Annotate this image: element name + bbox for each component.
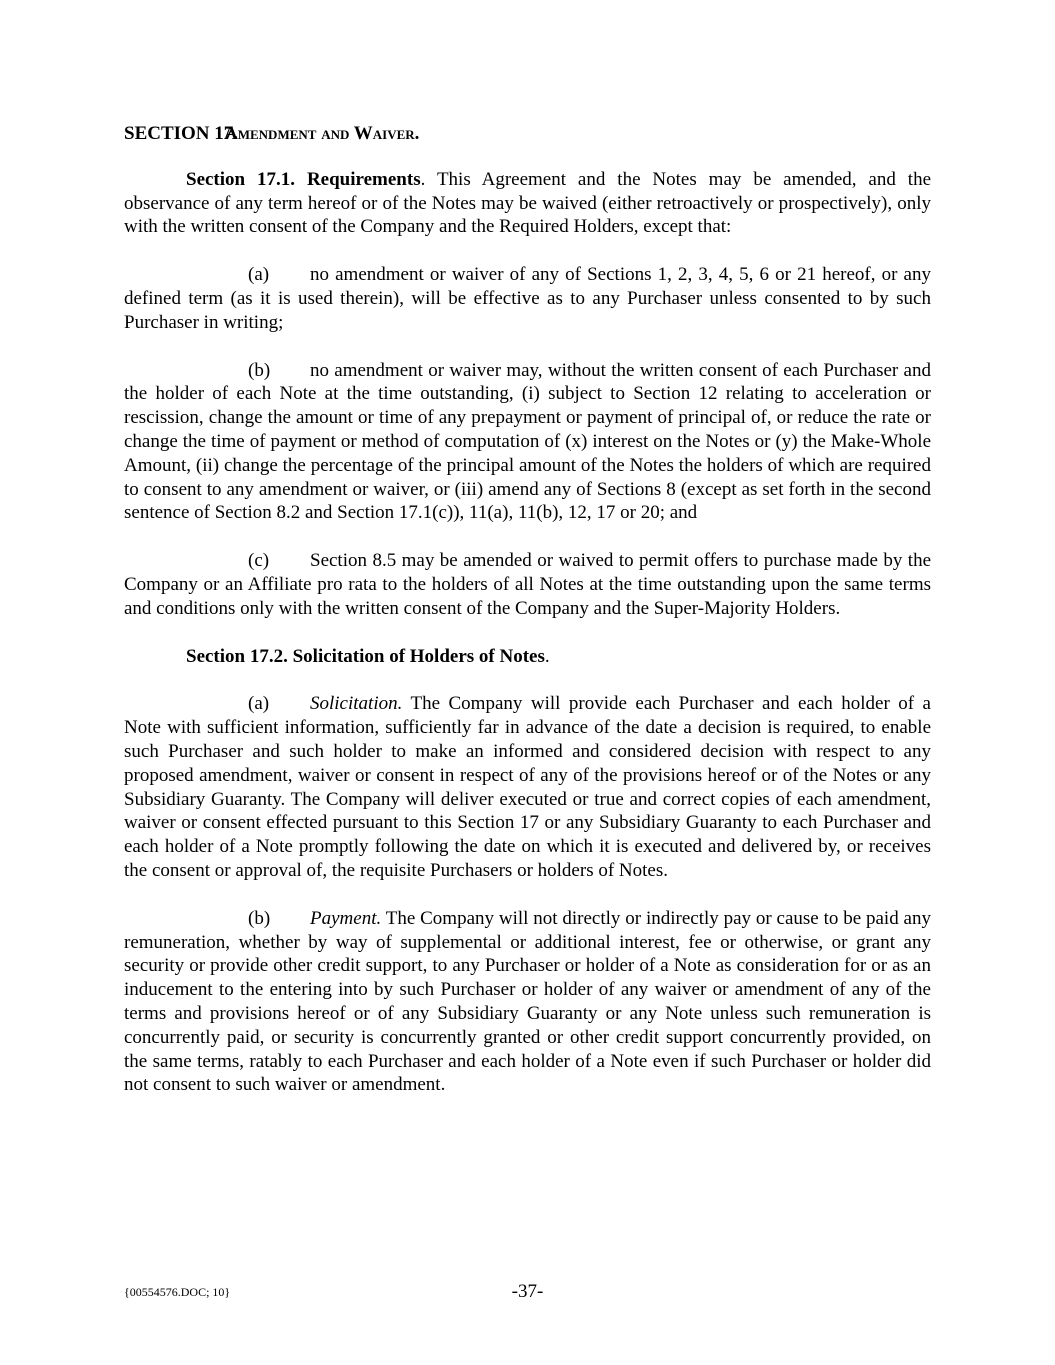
footer-page-number: -37-	[511, 1281, 544, 1302]
section-17-1-heading: Section 17.1. Requirements	[186, 168, 421, 190]
footer-doc-id: {00554576.DOC; 10}	[124, 1285, 231, 1299]
section-heading	[124, 122, 931, 146]
item-label: (c)	[248, 550, 270, 572]
document-page	[124, 122, 931, 1121]
section-17-2-heading-paragraph	[124, 645, 931, 669]
section-17-2-heading: Section 17.2. Solicitation of Holders of Notes	[186, 645, 545, 667]
section-17-2-item-b	[124, 907, 931, 1097]
section-17-1-heading-punct: .	[420, 168, 426, 190]
item-text: Section 8.5 may be amended or waived to permit offers to purchase made by the Company or an Affiliate pro rata to the holders of all Notes at the time outstanding upon the same terms and conditions only with the written consent of the Company and the Super-Majority Holders.	[124, 550, 931, 619]
section-number: SECTION 17.	[124, 123, 239, 144]
item-text: no amendment or waiver may, without the written consent of each Purchaser and the holder of each Note at the time outstanding, (i) subject to Section 12 relating to acceleration or rescission, change the amount or time of any prepayment or payment of principal of, or reduce the rate or change the time of payment or method of computation of (x) interest on the Notes or (y) the Make-Whole Amount, (ii) change the percentage of the principal amount of the Notes the holders of which are required to consent to any amendment or waiver, or (iii) amend any of Sections 8 (except as set forth in the second sentence of Section 8.2 and Section 17.1(c)), 11(a), 11(b), 12, 17 or 20; and	[124, 359, 931, 524]
section-17-2-item-a	[124, 692, 931, 882]
section-17-1-paragraph	[124, 168, 931, 239]
item-text: The Company will not directly or indirectly pay or cause to be paid any remuneration, whether by way of supplemental or additional interest, fee or otherwise, or grant any security or provide other credit support, to any Purchaser or holder of a Note as consideration for or as an inducement to the entering into by such Purchaser or holder of any waiver or amendment of any of the terms and provisions hereof or of any Subsidiary Guaranty or any Note unless such remuneration is concurrently paid, or security is concurrently granted or other credit support concurrently provided, on the same terms, ratably to each Purchaser and each holder of a Note even if such Purchaser or holder did not consent to such waiver or amendment.	[124, 907, 931, 1096]
item-text: The Company will provide each Purchaser and each holder of a Note with sufficient information, sufficiently far in advance of the date a decision is required, to enable such Purchaser and such holder to make an informed and considered decision with respect to any proposed amendment, waiver or consent in respect of any of the provisions hereof or of the Notes or any Subsidiary Guaranty. The Company will deliver executed or true and correct copies of each amendment, waiver or consent effected pursuant to this Section 17 or any Subsidiary Guaranty to each Purchaser and each holder of a Note promptly following the date on which it is executed and delivered by, or receives the consent or approval of, the requisite Purchasers or holders of Notes.	[124, 693, 931, 881]
item-title: Payment.	[310, 907, 382, 929]
section-title: Amendment and Waiver.	[224, 123, 420, 144]
section-17-1-item-c	[124, 549, 931, 620]
item-title: Solicitation.	[310, 693, 403, 715]
item-label: (b)	[248, 907, 271, 929]
section-17-1-item-b	[124, 359, 931, 526]
section-17-1-text: This Agreement and the Notes may be amended, and the observance of any term hereof or of the Notes may be waived (either retroactively or prospectively), only with the written consent of the Company and the Required Holders, except that:	[124, 168, 931, 238]
item-label: (a)	[248, 264, 270, 286]
section-17-1-item-a	[124, 263, 931, 334]
item-text: no amendment or waiver of any of Sections 1, 2, 3, 4, 5, 6 or 21 hereof, or any defined term (as it is used therein), will be effective as to any Purchaser unless consented to by such Purchaser in writing;	[124, 264, 931, 333]
item-label: (a)	[248, 693, 270, 715]
section-17-2-heading-punct: .	[544, 645, 550, 667]
item-label: (b)	[248, 359, 271, 381]
